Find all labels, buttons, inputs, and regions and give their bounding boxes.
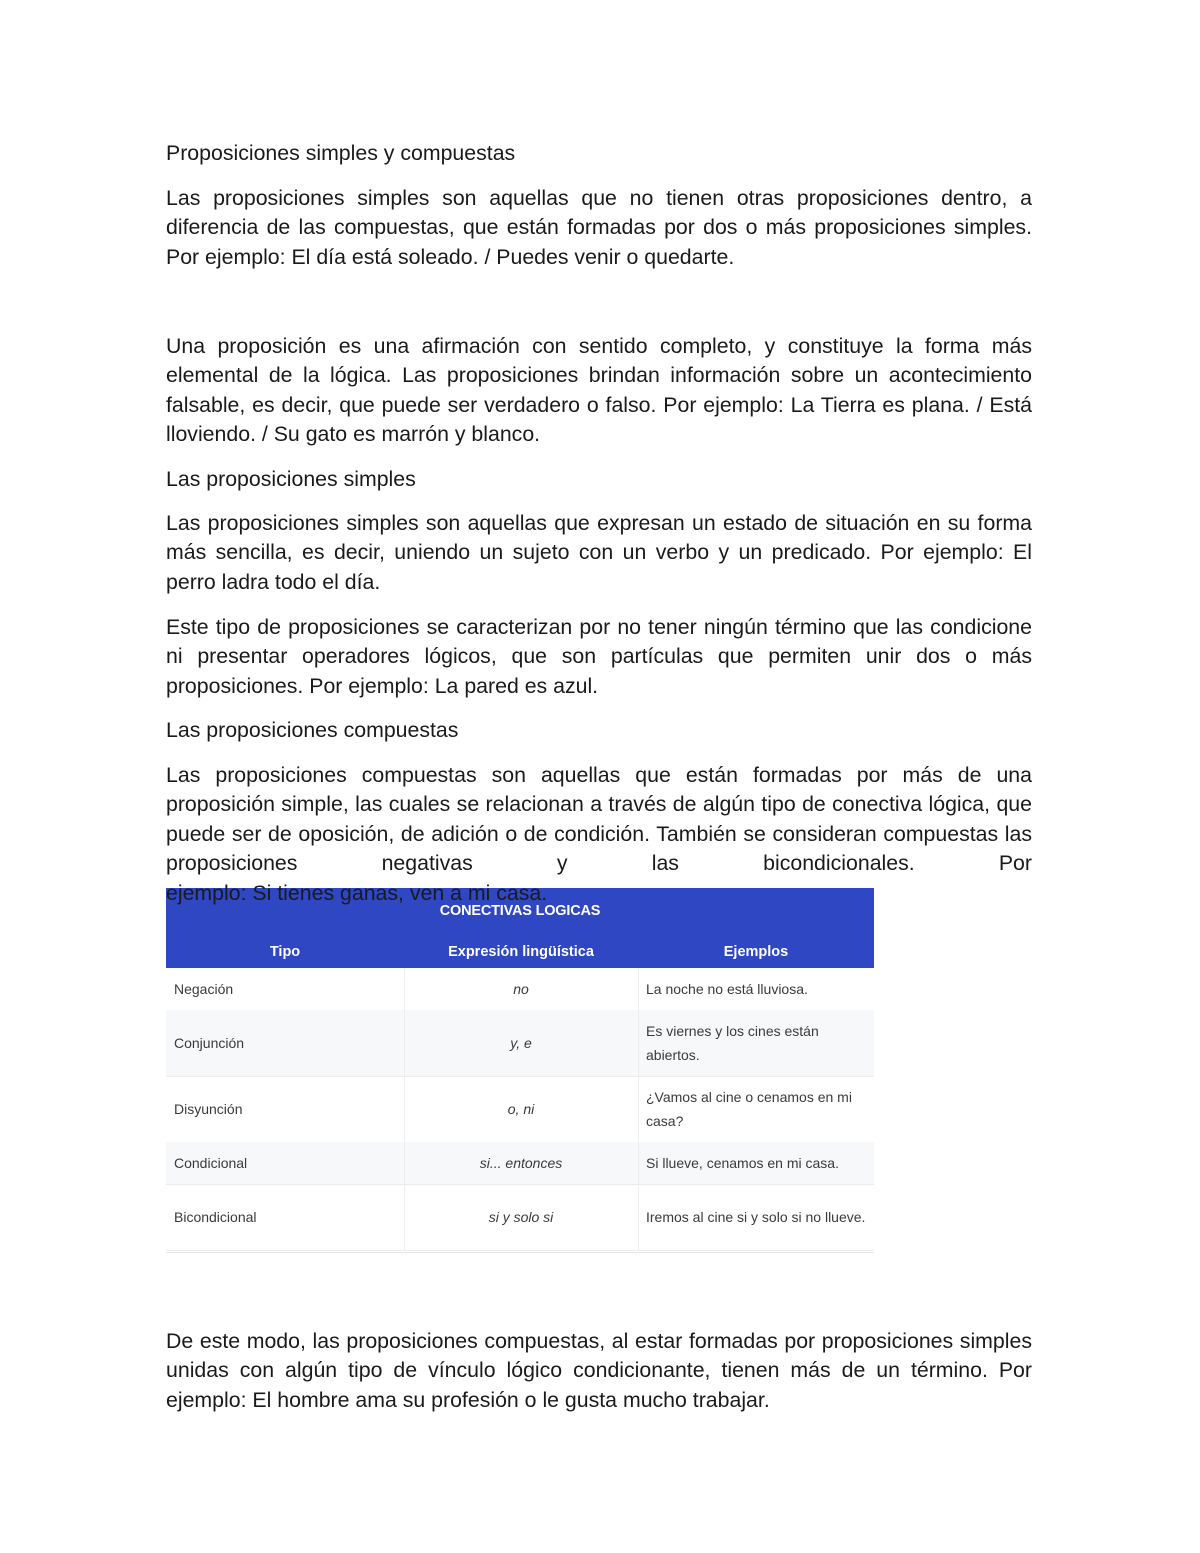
column-header-expresion: Expresión lingüística <box>448 944 594 960</box>
cell-expresion: si y solo si <box>488 1209 554 1225</box>
cell-ejemplo: Iremos al cine si y solo si no llueve. <box>646 1209 866 1225</box>
cell-ejemplo: ¿Vamos al cine o cenamos en mi casa? <box>646 1089 852 1129</box>
cell-tipo: Negación <box>174 981 234 997</box>
cell-ejemplo: La noche no está lluviosa. <box>646 981 808 997</box>
cell-expresion: si... entonces <box>479 1155 563 1171</box>
table-row <box>166 1010 874 1077</box>
simple-paragraph-1: Las proposiciones simples son aquellas que expresan un estado de situación en su forma más sencilla, es decir, uniendo un sujeto con un verbo y un predicado. Por ejemplo: El perro ladra todo el día. <box>166 511 1032 594</box>
compound-heading: Las proposiciones compuestas <box>166 718 459 742</box>
cell-tipo: Bicondicional <box>174 1209 257 1225</box>
compound-paragraph-last-line: ejemplo: Si tienes ganas, ven a mi casa. <box>166 881 548 905</box>
compound-paragraph: Las proposiciones compuestas son aquellas que están formadas por más de una proposición simple, las cuales se relacionan a través de algún tipo de conectiva lógica, que puede ser de oposición, de adición o de condición. También se consideran compuestas las proposiciones negativas y las bicondicionales. Por <box>166 763 1032 875</box>
table-title: CONECTIVAS LOGICAS <box>439 903 601 919</box>
table-row <box>166 1184 874 1251</box>
cell-ejemplo: Es viernes y los cines están abiertos. <box>646 1023 819 1063</box>
cell-tipo: Disyunción <box>174 1101 243 1117</box>
simple-heading: Las proposiciones simples <box>166 467 416 491</box>
simple-paragraph-2: Este tipo de proposiciones se caracterizan por no tener ningún término que las condicione ni presentar operadores lógicos, que son partículas que permiten unir dos o más proposiciones. Por ejemplo: La pared es azul. <box>166 615 1032 698</box>
cell-ejemplo: Si llueve, cenamos en mi casa. <box>646 1155 839 1171</box>
connectives-table <box>166 888 874 1252</box>
cell-expresion: no <box>513 981 529 997</box>
column-header-tipo: Tipo <box>269 944 301 960</box>
table-row <box>166 968 874 1011</box>
cell-expresion: y, e <box>510 1035 532 1051</box>
closing-paragraph: De este modo, las proposiciones compuestas, al estar formadas por proposiciones simples unidas con algún tipo de vínculo lógico condicionante, tienen más de un término. Por ejemplo: El hombre ama su profesión o le gusta mucho trabajar. <box>166 1329 1032 1412</box>
cell-expresion: o, ni <box>507 1101 535 1117</box>
table-row <box>166 1076 874 1143</box>
cell-tipo: Conjunción <box>174 1035 245 1051</box>
definition-paragraph: Una proposición es una afirmación con sentido completo, y constituye la forma más elemental de la lógica. Las proposiciones brindan información sobre un acontecimiento falsable, es decir, que puede ser verdadero o falso. Por ejemplo: La Tierra es plana. / Está lloviendo. / Su gato es marrón y blanco. <box>166 334 1032 446</box>
page-title: Proposiciones simples y compuestas <box>166 141 516 165</box>
column-header-ejemplos: Ejemplos <box>723 944 789 960</box>
cell-tipo: Condicional <box>174 1155 248 1171</box>
intro-paragraph: Las proposiciones simples son aquellas que no tienen otras proposiciones dentro, a diferencia de las compuestas, que están formadas por dos o más proposiciones simples. Por ejemplo: El día está soleado. / Puedes venir o quedarte. <box>166 186 1032 269</box>
table-row <box>166 1142 874 1185</box>
